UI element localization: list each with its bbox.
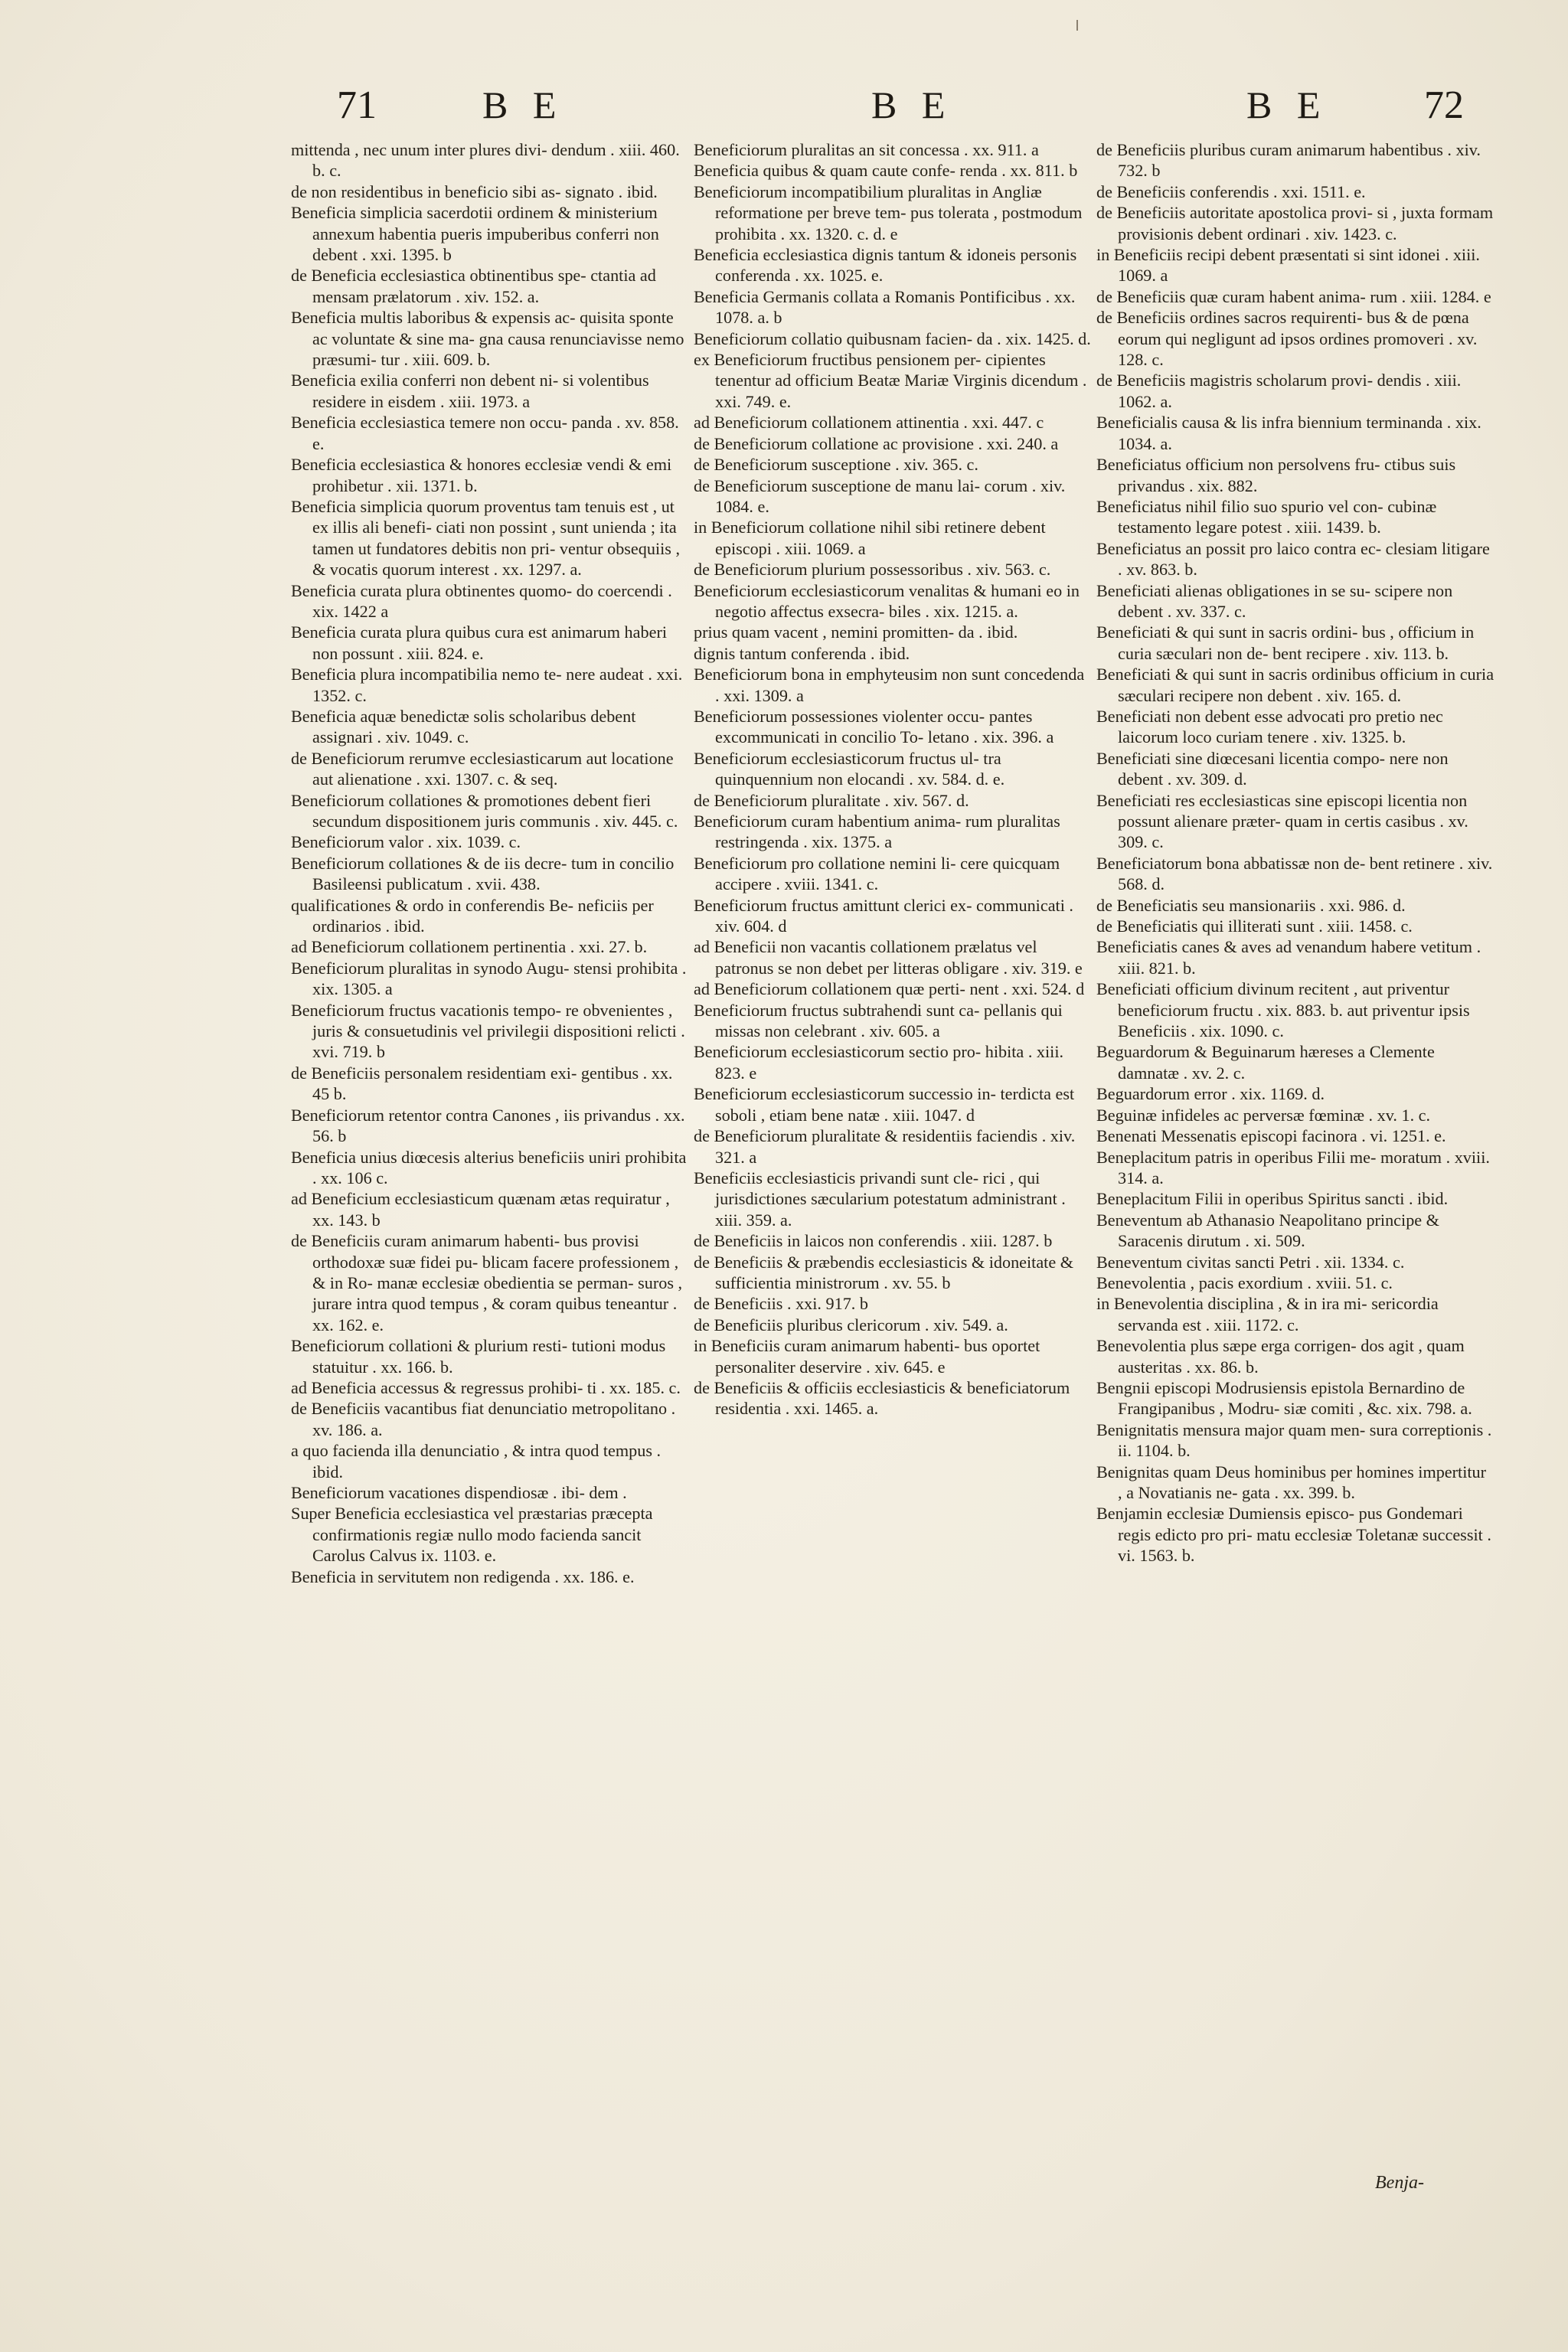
index-entry: Benjamin ecclesiæ Dumiensis episco- pus Gondemari regis edicto pro pri- matu ecclesiæ Toletanæ successit . vi. 1563. b. [1096,1504,1491,1566]
index-entry: Beguinæ infideles ac perversæ fœminæ . xv. 1. c. [1096,1105,1431,1125]
index-entry: de Beneficiorum collatione ac provisione . xxi. 240. a [694,433,1059,453]
index-entry: Beneficiorum curam habentium anima- rum pluralitas restringenda . xix. 1375. a [694,812,1060,852]
index-entry: Beneficiatus officium non persolvens fru- ctibus suis privandus . xix. 882. [1096,455,1456,495]
index-entry: Beneficiati & qui sunt in sacris ordinibus officium in curia sæculari recipere non debent . xiv. 165. d. [1096,665,1494,705]
index-column-center [694,139,1092,2252]
index-entry: Beneficiorum collationes & de iis decre- tum in concilio Basileensi publicatum . xvii. 438. [291,853,675,894]
right-page-number: 72 [1424,83,1464,127]
index-entry: Beneficiorum ecclesiasticorum venalitas & humani eo in negotio affectus exsecra- biles . xix. 1215. a. [694,580,1080,621]
index-entry: Benevolentia , pacis exordium . xviii. 51. c. [1096,1272,1393,1292]
index-entry: de Beneficiorum plurium possessoribus . xiv. 563. c. [694,560,1051,580]
index-entry: Beneficia quibus & quam caute confe- renda . xx. 811. b [694,161,1078,181]
index-entry: Beneficiis ecclesiasticis privandi sunt cle- rici , qui jurisdictiones sæcularium potestatum administrant . xiii. 359. a. [694,1168,1066,1230]
index-entry: Beneficiorum pluralitas an sit concessa . xx. 911. a [694,140,1039,159]
index-entry: de Beneficiis autoritate apostolica provi- si , juxta formam provisionis debent ordinari . xiv. 1423. c. [1096,203,1494,243]
index-entry: Beneficia simplicia sacerdotii ordinem & ministerium annexum habentia pueris impuberibus conferri non debent . xxi. 1395. b [291,203,659,265]
index-entry: ad Beneficiorum collationem attinentia . xxi. 447. c [694,413,1044,433]
index-entry: Beneficiati sine diœcesani licentia compo- nere non debent . xv. 309. d. [1096,748,1449,789]
index-entry: de Beneficiorum susceptione de manu lai- corum . xiv. 1084. e. [694,475,1066,516]
index-entry: Beneficiorum pluralitas in synodo Augu- stensi prohibita . xix. 1305. a [291,958,687,999]
center-running-head: B E [871,83,953,126]
index-entry: Beneficiorum fructus amittunt clerici ex- communicati . xiv. 604. d [694,895,1073,936]
index-entry: de Beneficiorum pluralitate & residentiis faciendis . xiv. 321. a [694,1126,1076,1167]
index-entry: Beneficia exilia conferri non debent ni- si volentibus residere in eisdem . xiii. 1973. a [291,371,649,411]
index-column-left [291,139,689,2252]
index-entry: dignis tantum conferenda . ibid. [694,643,910,663]
index-entry: Beneficiorum possessiones violenter occu- pantes excommunicati in concilio To- letano . xix. 396. a [694,706,1054,747]
index-entry: ex Beneficiorum fructibus pensionem per- cipientes tenentur ad officium Beatæ Mariæ Virginis dicendum . xxi. 749. e. [694,350,1087,411]
index-entry: Beneficiati & qui sunt in sacris ordini- bus , officium in curia sæculari non de- bent recipere . xiv. 113. b. [1096,622,1475,663]
index-entry: de Beneficiis & officiis ecclesiasticis & beneficiatorum residentia . xxi. 1465. a. [694,1377,1070,1419]
index-entry: Beneficiati res ecclesiasticas sine episcopi licentia non possunt alienare præter- quam in certis casibus . xv. 309. c. [1096,790,1468,852]
index-entry: Beneficia Germanis collata a Romanis Pontificibus . xx. 1078. a. b [694,286,1076,328]
index-entry: mittenda , nec unum inter plures divi- dendum . xiii. 460. b. c. [291,140,680,181]
index-entry: Beneficiatis canes & aves ad venandum habere vetitum . xiii. 821. b. [1096,937,1481,978]
catchword: Benja- [1375,2173,1424,2193]
index-entry: Beneficiorum bona in emphyteusim non sunt concedenda . xxi. 1309. a [694,665,1085,705]
index-entry: qualificationes & ordo in conferendis Be- neficiis per ordinarios . ibid. [291,895,654,936]
index-entry: ad Beneficium ecclesiasticum quænam ætas requiratur , xx. 143. b [291,1189,670,1230]
index-entry: Beneficiorum retentor contra Canones , iis privandus . xx. 56. b [291,1105,685,1146]
right-running-head: B E [1246,83,1328,126]
index-entry: Beneficiorum collationes & promotiones debent fieri secundum dispositionem juris communis . xiv. 445. c. [291,790,678,831]
index-entry: Super Beneficia ecclesiastica vel præstarias præcepta confirmationis regiæ nullo modo facienda sancit Carolus Calvus ix. 1103. e. [291,1504,653,1566]
index-entry: Beneficia ecclesiastica dignis tantum & idoneis personis conferenda . xx. 1025. e. [694,245,1077,286]
index-entry: Beneficiorum pro collatione nemini li- cere quicquam accipere . xviii. 1341. c. [694,853,1060,894]
index-entry: Beneficiati non debent esse advocati pro pretio nec laicorum loco curiam tenere . xiv. 1325. b. [1096,706,1443,747]
index-entry: de Beneficiis personalem residentiam exi- gentibus . xx. 45 b. [291,1063,673,1104]
index-entry: ad Beneficiorum collationem quæ perti- nent . xxi. 524. d [694,979,1085,999]
index-entry: de Beneficia ecclesiastica obtinentibus spe- ctantia ad mensam prælatorum . xiv. 152. a. [291,266,656,306]
index-entry: de Beneficiis in laicos non conferendis . xiii. 1287. b [694,1231,1053,1251]
index-entry: Beneficiati officium divinum recitent , aut priventur beneficiorum fructu . xix. 883. b. aut priventur ipsis Beneficiis . xix. 1090. c. [1096,979,1470,1041]
index-entry: de Beneficiis pluribus clericorum . xiv. 549. a. [694,1315,1008,1334]
index-entry: Beneficia ecclesiastica & honores ecclesiæ vendi & emi prohibetur . xii. 1371. b. [291,455,672,495]
index-entry: Beneficiorum fructus vacationis tempo- re obvenientes , juris & consuetudinis vel privilegii dispositioni relicti . xvi. 719. b [291,1000,685,1062]
index-entry: Beneficia curata plura quibus cura est animarum haberi non possunt . xiii. 824. e. [291,622,667,663]
left-page-number: 71 [337,83,377,127]
index-entry: Beneficiorum vacationes dispendiosæ . ibi- dem . [291,1483,627,1502]
index-entry: de Beneficiatis qui illiterati sunt . xiii. 1458. c. [1096,916,1413,936]
index-entry: Beneficia in servitutem non redigenda . xx. 186. e. [291,1566,635,1586]
index-entry: Benignitatis mensura major quam men- sura correptionis . ii. 1104. b. [1096,1419,1492,1461]
index-entry: Beneplacitum patris in operibus Filii me- moratum . xviii. 314. a. [1096,1147,1490,1187]
index-entry: Beguardorum error . xix. 1169. d. [1096,1084,1325,1104]
index-entry: Beneficiatus an possit pro laico contra ec- clesiam litigare . xv. 863. b. [1096,538,1490,580]
index-entry: Beneficia simplicia quorum proventus tam tenuis est , ut ex illis ali benefi- ciati non possint , sunt unienda ; ita tamen ut fundatores debitis non pri- ventur obsequiis , & vocatis quorum interest . xx. 1297. a. [291,496,681,580]
index-entry: in Beneficiis curam animarum habenti- bus oportet personaliter deservire . xiv. 645. e [694,1336,1040,1377]
index-entry: ad Beneficii non vacantis collationem prælatus vel patronus se non debet per litteras obligare . xiv. 319. e [694,937,1083,978]
index-entry: Beneventum civitas sancti Petri . xii. 1334. c. [1096,1252,1405,1272]
index-entry: in Beneficiis recipi debent præsentati si sint idonei . xiii. 1069. a [1096,245,1480,286]
index-entry: Beneficiorum ecclesiasticorum successio in- terdicta est soboli , etiam bene natæ . xiii. 1047. d [694,1084,1075,1125]
index-entry: in Beneficiorum collatione nihil sibi retinere debent episcopi . xiii. 1069. a [694,518,1046,558]
index-entry: de Beneficiis pluribus curam animarum habentibus . xiv. 732. b [1096,140,1481,181]
index-entry: Beneficia aquæ benedictæ solis scholaribus debent assignari . xiv. 1049. c. [291,706,636,747]
index-entry: Beguardorum & Beguinarum hæreses a Clemente damnatæ . xv. 2. c. [1096,1042,1435,1083]
index-entry: Beneficiorum collatio quibusnam facien- da . xix. 1425. d. [694,328,1091,348]
index-entry: de Beneficiatis seu mansionariis . xxi. 986. d. [1096,895,1406,915]
index-entry: Beneficia plura incompatibilia nemo te- nere audeat . xxi. 1352. c. [291,665,683,705]
index-entry: Beneficiorum collationi & plurium resti- tutioni modus statuitur . xx. 166. b. [291,1336,666,1377]
index-entry: Benevolentia plus sæpe erga corrigen- dos agit , quam austeritas . xx. 86. b. [1096,1336,1465,1377]
index-entry: in Benevolentia disciplina , & in ira mi- sericordia servanda est . xiii. 1172. c. [1096,1294,1439,1334]
index-entry: de Beneficiis quæ curam habent anima- rum . xiii. 1284. e [1096,286,1491,306]
index-entry: Bengnii episcopi Modrusiensis epistola Bernardino de Frangipanibus , Modru- siæ comiti , &c. xix. 798. a. [1096,1377,1472,1419]
index-entry: Beneficia curata plura obtinentes quomo- do coercendi . xix. 1422 a [291,580,672,621]
index-entry: Beneficiati alienas obligationes in se su- scipere non debent . xv. 337. c. [1096,580,1453,621]
index-entry: prius quam vacent , nemini promitten- da . ibid. [694,622,1018,642]
index-entry: ad Beneficiorum collationem pertinentia . xxi. 27. b. [291,937,648,957]
index-entry: Beneficiorum ecclesiasticorum fructus ul- tra quinquennium non elocandi . xv. 584. d. e. [694,748,1005,789]
index-entry: de Beneficiis & præbendis ecclesiasticis & idoneitate & sufficientia ministrorum . xv. 55. b [694,1252,1074,1292]
index-column-right [1096,139,1494,2252]
running-header [0,83,1568,144]
index-entry: de Beneficiis vacantibus fiat denunciatio metropolitano . xv. 186. a. [291,1399,676,1439]
index-entry: Benenati Messenatis episcopi facinora . vi. 1251. e. [1096,1126,1446,1146]
index-entry: de non residentibus in beneficio sibi as- signato . ibid. [291,181,658,201]
index-entry: de Beneficiorum pluralitate . xiv. 567. d. [694,790,969,810]
index-entry: Beneficia ecclesiastica temere non occu- panda . xv. 858. e. [291,413,679,453]
index-entry: de Beneficiis ordines sacros requirenti- bus & de pœna eorum qui negligunt ad ipsos ordines promoveri . xv. 128. c. [1096,308,1478,370]
index-entry: Beneventum ab Athanasio Neapolitano principe & Saracenis dirutum . xi. 509. [1096,1210,1439,1251]
left-running-head: B E [482,83,564,126]
index-entry: Beneficialis causa & lis infra biennium terminanda . xix. 1034. a. [1096,413,1481,453]
index-entry: Benignitas quam Deus hominibus per homines impertitur , a Novatianis ne- gata . xx. 399. b. [1096,1462,1487,1502]
index-entry: de Beneficiis magistris scholarum provi- dendis . xiii. 1062. a. [1096,371,1462,411]
index-entry: Beneficiatorum bona abbatissæ non de- bent retinere . xiv. 568. d. [1096,853,1493,894]
index-entry: de Beneficiis . xxi. 917. b [694,1294,868,1314]
index-entry: Beneficiatus nihil filio suo spurio vel con- cubinæ testamento legare potest . xiii. 1439. b. [1096,496,1437,537]
index-entry: ad Beneficia accessus & regressus prohibi- ti . xx. 185. c. [291,1377,681,1397]
index-entry: Beneficia unius diœcesis alterius beneficiis uniri prohibita . xx. 106 c. [291,1147,687,1187]
index-entry: a quo facienda illa denunciatio , & intra quod tempus . ibid. [291,1441,662,1481]
index-entry: Beneficiorum fructus subtrahendi sunt ca- pellanis qui missas non celebrant . xiv. 605. a [694,1000,1063,1041]
index-entry: de Beneficiorum rerumve ecclesiasticarum aut locatione aut alienatione . xxi. 1307. c. & seq. [291,748,674,789]
index-entry: Beneplacitum Filii in operibus Spiritus sancti . ibid. [1096,1189,1449,1209]
index-entry: Beneficia multis laboribus & expensis ac- quisita sponte ac voluntate & sine ma- gna causa renunciavisse nemo præsumi- tur . xiii. 609. b. [291,308,684,370]
index-entry: de Beneficiis curam animarum habenti- bus provisi orthodoxæ suæ fidei pu- blicam facere professionem , & in Ro- manæ ecclesiæ obedientia se perman- suros , jurare intra quod tempus , & coram quibus teneantur . xx. 162. e. [291,1231,683,1334]
index-entry: Beneficiorum valor . xix. 1039. c. [291,832,521,852]
index-entry: Beneficiorum incompatibilium pluralitas in Angliæ reformatione per breve tem- pus tolerata , postmodum prohibita . xx. 1320. c. d. e [694,181,1083,243]
gutter-mark [1076,20,1078,31]
index-entry: de Beneficiorum susceptione . xiv. 365. c. [694,455,978,475]
index-entry: Beneficiorum ecclesiasticorum sectio pro- hibita . xiii. 823. e [694,1042,1064,1083]
index-entry: de Beneficiis conferendis . xxi. 1511. e. [1096,181,1366,201]
